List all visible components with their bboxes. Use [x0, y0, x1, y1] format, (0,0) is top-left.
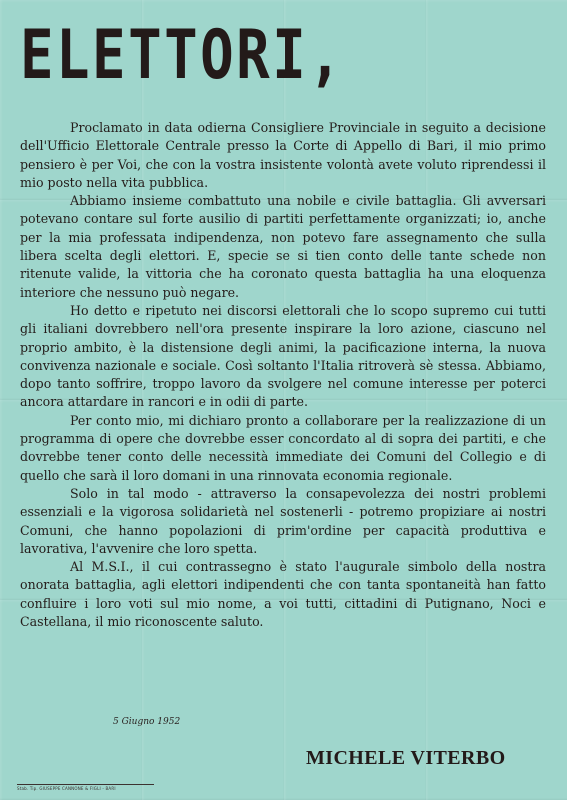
paragraph-battle: Abbiamo insieme combattuto una nobile e civile battaglia. Gli avversari potevano contare sul forte ausilio di partiti perfettamente organizzati; io, anche per la mia professata indipendenza, non potevo fare assegnamento che sulla libera scelta degli elettori. E, specie se si tien conto delle tante schede non ritenute valide, la vittoria che ha coronato questa battaglia ha una eloquenza interiore che nessuno può negare.	[20, 193, 546, 300]
signature: MICHELE VITERBO	[306, 747, 506, 769]
paragraph-collaboration: Per conto mio, mi dichiaro pronto a collaborare per la realizzazione di un programma di opere che dovrebbe esser concordato al di sopra dei partiti, e che dovrebbe tener conto delle necessità immediate dei Comuni del Collegio e di quello che sarà il loro domani in una rinnovata economia regionale.	[20, 412, 546, 483]
printer-credit: Stab. Tip. GIUSEPPE CANNONE & FIGLI - BARI	[17, 786, 116, 791]
paragraph-greeting: Al M.S.I., il cui contrassegno è stato l'augurale simbolo della nostra onorata battaglia, agli elettori indipendenti che con tanta spontaneità han fatto confluire i loro voti sul mio nome, a voi tutti, cittadini di Putignano, Noci e Castellana, il mio riconoscente saluto.	[20, 559, 546, 630]
poster-date: 5 Giugno 1952	[113, 717, 181, 727]
footer-divider	[17, 784, 154, 785]
paragraph-aim: Ho detto e ripetuto nei discorsi elettorali che lo scopo supremo cui tutti gli italiani dovrebbero nell'ora presente inspirare la loro azione, ciascuno nel proprio ambito, è la distensione degli animi, la pacificazione interna, la nuova convivenza nazionale e sociale. Così soltanto l'Italia ritroverà sè stessa. Abbiamo, dopo tanto soffrire, troppo lavoro da svolgere nel comune interesse per poterci ancora attardare in rancori e in odii di parte.	[20, 302, 546, 410]
paragraph-solidarity: Solo in tal modo - attraverso la consapevolezza dei nostri problemi essenziali e la vigorosa solidarietà nel sostenerli - potremo propiziare ai nostri Comuni, che hanno popolazioni di prim'ordine per capacità produttiva e lavorativa, l'avvenire che loro spetta.	[20, 485, 546, 556]
poster-body	[20, 119, 546, 631]
paragraph-proclamation: Proclamato in data odierna Consigliere Provinciale in seguito a decisione dell'Ufficio Elettorale Centrale presso la Corte di Appello di Bari, il mio primo pensiero è per Voi, che con la vostra insistente volontà avete voluto riprendessi il mio posto nella vita pubblica.	[20, 120, 546, 190]
poster-title: ELETTORI,	[20, 16, 345, 95]
